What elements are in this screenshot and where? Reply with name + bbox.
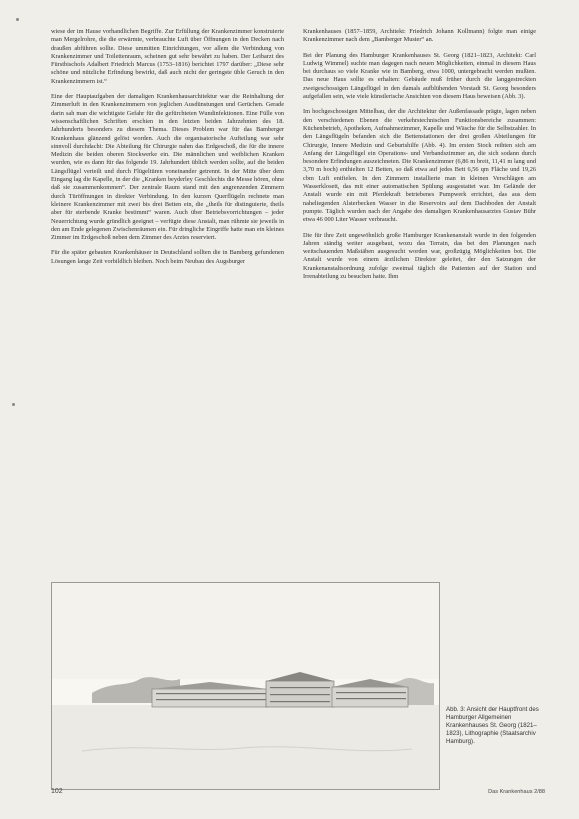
paragraph: Bei der Planung des Hamburger Krankenhauses St. Georg (1821–1823, Architekt: Carl Ludwig Wimmel) suchte man dagegen nach neuen Möglichkeiten, einmal in diesem Haus bei durchaus so viele Kranke wie in Bamberg, etwa 1000, untergebracht werden mußten. Das neue Haus sollte es erhalten: Gebäude muß früher durch die langgestreckten zweigeschossigen Längsflügel in den damals aufblühenden Vorstadt St. Georg besonders aufgefallen sein, wie viele künstlerische Ansichten von diesem Haus beweisen (Abb. 3). — [303, 51, 536, 101]
paragraph: wiese der im Hause vorhandlichen Begriffe. Zur Erfüllung der Krankenzimmer konstruierte man Mergelrohre, die die erwärmte, verbrauchte Luft über Öffnungen in den Decken nach draußen abführen sollte. Diese ummitten Einrichtungen, vor allem die Verbindung von Krankenzimmer und Toilettenraum, scheinen gut sehr bewährt zu haben. Der Leibarzt des Fürstbischofs Adalbert Friedrich Marcus (1753–1816) berichtet 1797 darüber: „Diese sehr schöne und nützliche Erfindung bewirkt, daß auch nicht der geringste üble Geruch in den Krankenzimmern ist.“ — [51, 28, 284, 85]
scan-dot — [12, 403, 15, 406]
figure-caption: Abb. 3: Ansicht der Hauptfront des Hamburger Allgemeinen Krankenhauses St. Georg (1821–1823), Lithographie (Staatsarchiv Hamburg). — [446, 706, 539, 745]
running-footer: Das Krankenhaus 2/88 — [488, 789, 545, 795]
scan-dot — [16, 18, 19, 21]
paragraph: Krankenhauses (1857–1859, Architekt: Friedrich Johann Kollmann) folgte man einige Krankenzimmer nach dem „Bamberger Muster“ an. — [303, 28, 536, 44]
hospital-lithograph — [51, 582, 440, 790]
paragraph: Für die später gebauten Krankenhäuser in Deutschland sollten die in Bamberg gefundenen Lösungen lange Zeit vorbildlich bleiben. Noch beim Neubau des Augsburger — [51, 249, 284, 265]
left-text-column — [51, 28, 284, 273]
paragraph: Im hochgeschossigen Mittelbau, der die Architektur der Außenfassade prägte, lagen neben den verschiedenen Ebenen die verkehrstechnischen Funktionsbereiche zusammen: Küchenbetrieb, Apotheken, Aufnahmezimmer, Kapelle und Wäsche für die Selbstzahler. In den Längsflügeln befanden sich die Bettenstationen der drei großen Abteilungen für Chirurgie, Innere Medizin und Geburtshilfe (Abb. 4). Im ersten Stock reihten sich am Anfang der Längsflügel ein Operations- und Verbandszimmer an, die sich sodann durch besondere Erfindungen auszeichneten. Die Krankenzimmer (6,86 m breit, 11,41 m lang und 3,70 m hoch) enthielten 12 Betten, so daß etwa auf jedes Bett 6,56 qm Fläche und 19,26 cbm Luft entfielen. In den Zimmern installierte man in kleinen Verschlägen am Wasserklosett, das mit einer automatischen Spülung ausgestattet war. Im Gelände der Anstalt wurde ein mit Pferdekraft betriebenes Pumpwerk errichtet, das aus dem naheliegenden Alsterbecken Wasser in die Reservoirs auf dem Dachboden der Anstalt pumpte. Täglich wurden nach der Angabe des damaligen Krankenhausarztes Gustav Bühr etwa 46 000 Liter Wasser verbraucht. — [303, 108, 536, 224]
paragraph: Die für ihre Zeit ungewöhnlich große Hamburger Krankenanstalt wurde in den folgenden Jahren ständig weiter ausgebaut, wozu das Terrain, das bei den Planungen nach weitschauenden Maßstäben ausgesucht worden war, großzügig Möglichkeiten bot. Die Anstalt wurde von einem ärztlichen Direktor geleitet, der den Satzungen der Krankenanstaltsordnung zufolge zweimal täglich die Patienten auf der Station und Irrenabteilung zu besuchen hatte. Ihm — [303, 231, 536, 281]
page-number: 102 — [51, 788, 63, 795]
lithograph-drawing — [52, 583, 439, 789]
paragraph: Eine der Hauptaufgaben der damaligen Krankenhausarchitektur war die Reinhaltung der Zimmerluft in den Krankenzimmern von jeglichen Ausdünstungen und Gerüchen. Gerade darin sah man die wichtigste Gefahr für die gefürchteten Wundinfektionen. Eine Fülle von wissenschaftlichen Schriften erschien in den letzten beiden Jahrzehnten des 18. Jahrhunderts besonders zu diesem Thema. Dieses Problem war für das Bamberger Krankenhaus glänzend gelöst worden. Auch die organisatorische Aufteilung war sehr sinnvoll durchdacht: Die Abteilung für Chirurgie nahm das Erdgeschoß, die für die innere Medizin die beiden oberen Stockwerke ein. Die männlichen und weiblichen Kranken wurden, wie es dann für das folgende 19. Jahrhundert üblich werden sollte, auf die beiden Längsflügel verteilt und durch Flügeltüren voneinander getrennt. In der Mitte über dem Eingang lag die Kapelle, in der die „Kranken beyderley Geschlechts die Messe hören, ohne daß sie zusammenkommen“. Der zentrale Raum stand mit den angrenzenden Zimmern durch Türöffnungen in direkter Verbindung. In den kurzen Querflügeln rechnete man kleinere Krankenzimmer mit zwei bis drei Betten ein, die „theils für distinguierte, theils aber für sterbende Kranke bestimmt“ waren. Auch über Betriebsvorrichtungen – jeder Neuerrichtung wurde gründlich geeignet – verfügte diese Anstalt, man rühmte sie jeweils in den am Ende gelegenen Zwischenräumen ein. Für dringliche Eingriffe hatte man ein kleines Zimmer im Erdgeschoß neben dem Zimmer des Arztes reserviert. — [51, 93, 284, 242]
right-text-column — [303, 28, 536, 288]
